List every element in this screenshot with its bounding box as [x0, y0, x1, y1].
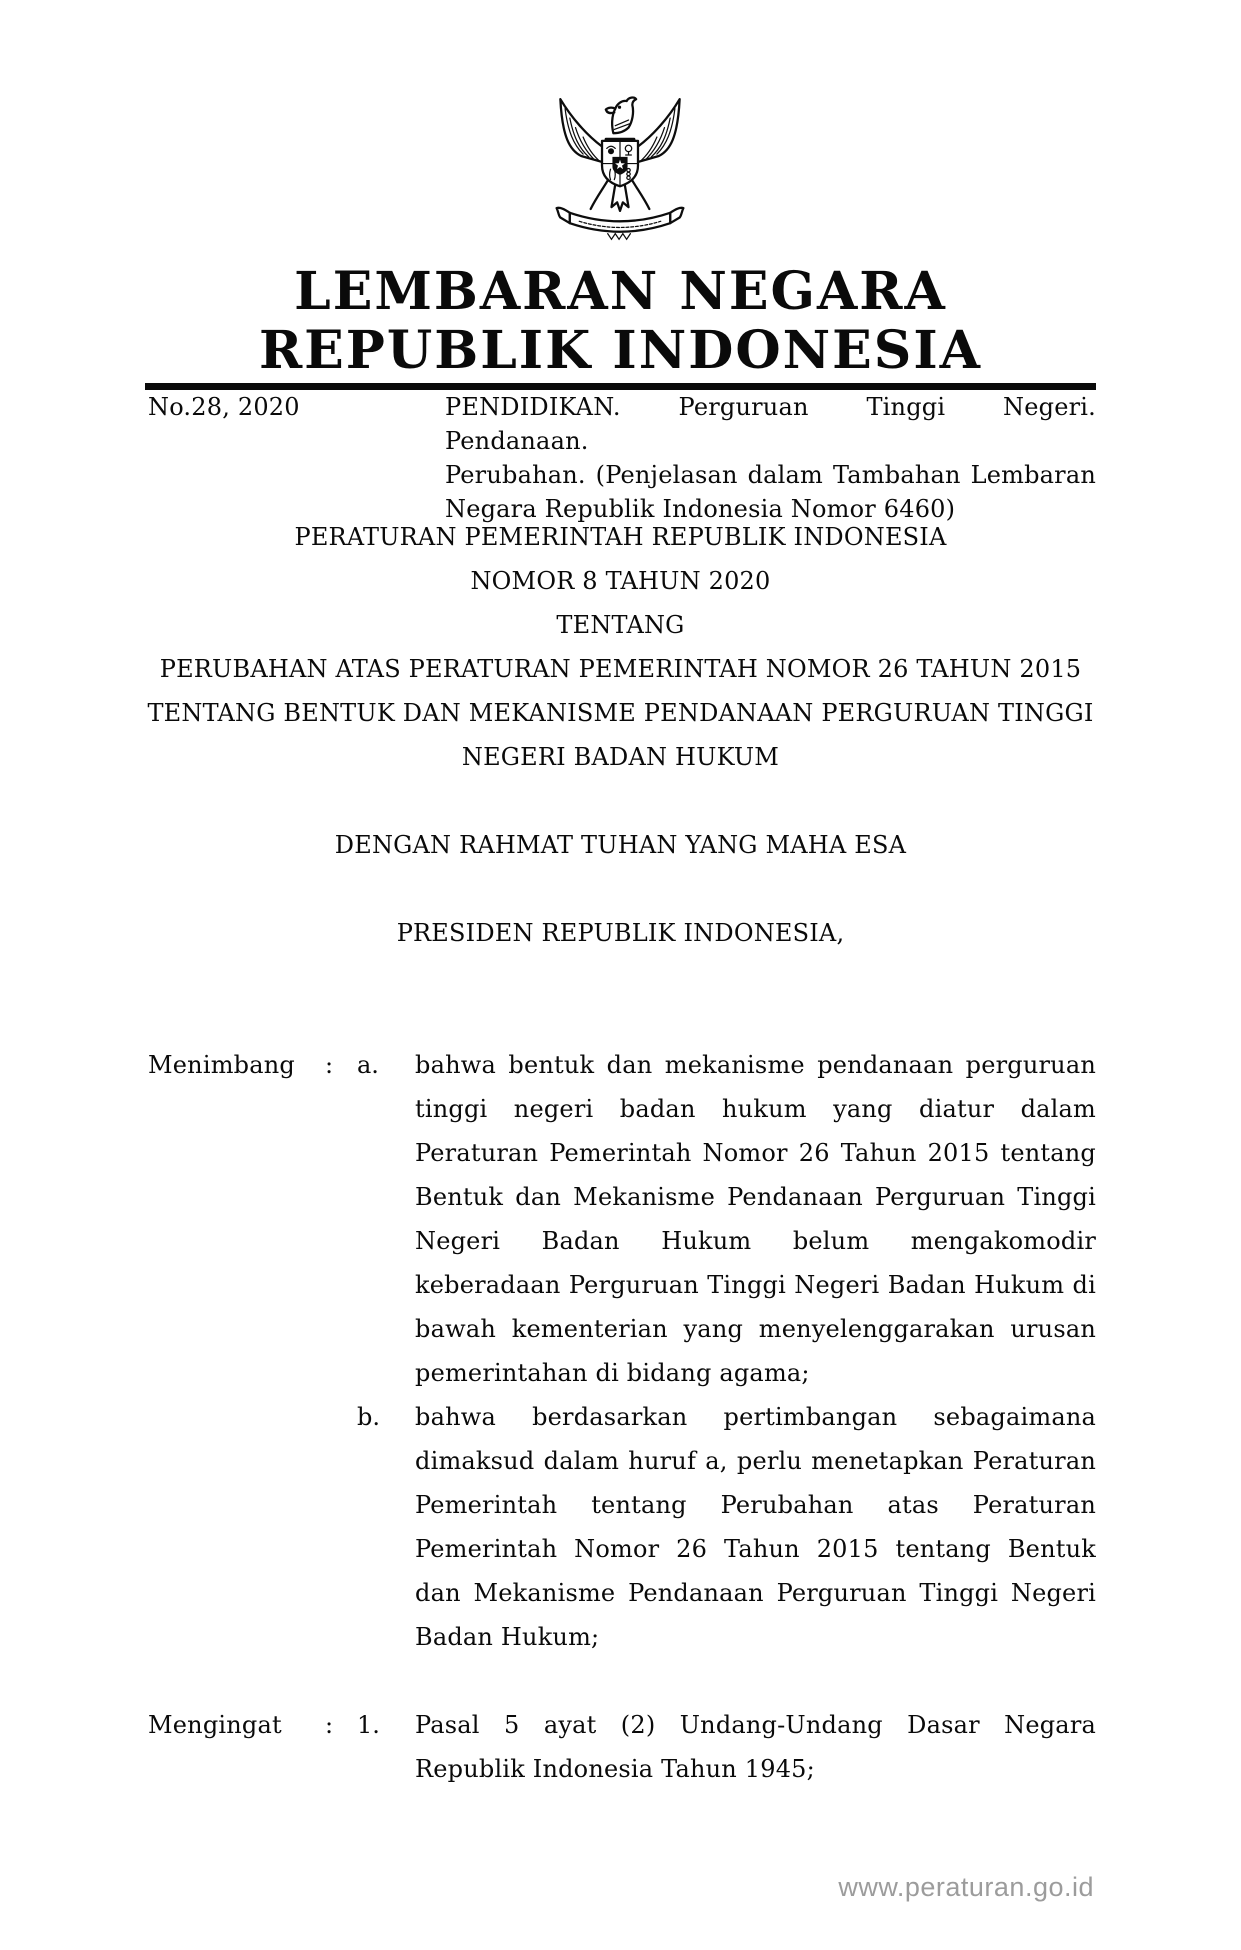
text-line: tinggi negeri badan hukum yang diatur dalam: [415, 1095, 1096, 1123]
text-line: dan Mekanisme Pendanaan Perguruan Tinggi Negeri: [415, 1579, 1096, 1607]
text-line: Republik Indonesia Tahun 1945;: [415, 1755, 815, 1783]
regulation-number-line: NOMOR 8 TAHUN 2020: [470, 567, 771, 595]
masthead-rule: [145, 383, 1096, 390]
considering-item-b-marker: b.: [357, 1403, 380, 1431]
text-line: bahwa berdasarkan pertimbangan sebagaimana: [415, 1403, 1096, 1431]
remembering-item-1-marker: 1.: [357, 1711, 380, 1739]
remembering-label: Mengingat: [148, 1711, 282, 1739]
regulation-tentang-line: TENTANG: [556, 611, 685, 639]
text-line: Negara Republik Indonesia Nomor 6460): [445, 495, 956, 523]
considering-label: Menimbang: [148, 1051, 295, 1079]
gazette-number: No.28, 2020: [148, 393, 300, 421]
masthead-title-line2: REPUBLIK INDONESIA: [258, 320, 983, 381]
invocation-line: DENGAN RAHMAT TUHAN YANG MAHA ESA: [334, 831, 907, 859]
text-line: PENDIDIKAN. Perguruan Tinggi Negeri. Pendanaan.: [445, 393, 1096, 455]
regulation-subject-line: NEGERI BADAN HUKUM: [461, 743, 780, 771]
text-line: bawah kementerian yang menyelenggarakan urusan: [415, 1315, 1096, 1343]
garuda-pancasila-emblem: [549, 84, 691, 245]
remembering-colon: :: [325, 1711, 334, 1739]
text-line: dimaksud dalam huruf a, perlu menetapkan Peraturan: [415, 1447, 1096, 1475]
remembering-item-1-text: [415, 1703, 1096, 1791]
gazette-subject: [445, 390, 1096, 526]
considering-item-b-text: [415, 1395, 1096, 1659]
text-line: bahwa bentuk dan mekanisme pendanaan perguruan: [415, 1051, 1096, 1079]
masthead-title-line1: LEMBARAN NEGARA: [294, 261, 947, 322]
masthead-title: [0, 262, 1241, 380]
regulation-subject-line: TENTANG BENTUK DAN MEKANISME PENDANAAN PERGURUAN TINGGI: [147, 699, 1094, 727]
text-line: keberadaan Perguruan Tinggi Negeri Badan Hukum di: [415, 1271, 1096, 1299]
text-line: pemerintahan di bidang agama;: [415, 1359, 810, 1387]
regulation-subject-line: PERUBAHAN ATAS PERATURAN PEMERINTAH NOMOR 26 TAHUN 2015: [159, 655, 1082, 683]
text-line: Badan Hukum;: [415, 1623, 600, 1651]
watermark-url: www.peraturan.go.id: [838, 1872, 1094, 1902]
garuda-icon: [549, 84, 691, 245]
regulation-title-line: PERATURAN PEMERINTAH REPUBLIK INDONESIA: [294, 523, 947, 551]
text-line: Peraturan Pemerintah Nomor 26 Tahun 2015 tentang: [415, 1139, 1096, 1167]
text-line: Pasal 5 ayat (2) Undang-Undang Dasar Negara: [415, 1711, 1096, 1739]
considering-item-a-text: [415, 1043, 1096, 1395]
text-line: Bentuk dan Mekanisme Pendanaan Perguruan Tinggi: [415, 1183, 1096, 1211]
text-line: Pemerintah Nomor 26 Tahun 2015 tentang Bentuk: [415, 1535, 1096, 1563]
text-line: Pemerintah tentang Perubahan atas Peraturan: [415, 1491, 1096, 1519]
authority-line: PRESIDEN REPUBLIK INDONESIA,: [396, 919, 845, 947]
considering-item-a-marker: a.: [357, 1051, 379, 1079]
text-line: Perubahan. (Penjelasan dalam Tambahan Lembaran: [445, 461, 1096, 489]
text-line: Negeri Badan Hukum belum mengakomodir: [415, 1227, 1096, 1255]
considering-colon: :: [325, 1051, 334, 1079]
